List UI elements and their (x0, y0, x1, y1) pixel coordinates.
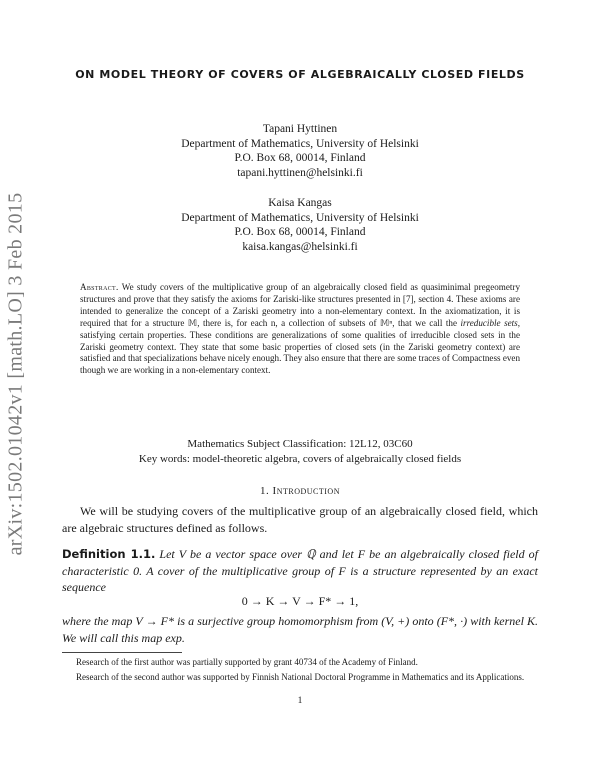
author-name: Tapani Hyttinen (262, 123, 338, 135)
author-block-1 (80, 122, 520, 180)
footnotes (62, 655, 538, 684)
definition-continuation: where the map V → F* is a surjective group homomorphism from (V, +) onto (F*, ·) with kernel K. We will call this map exp. (62, 614, 538, 645)
author-address: P.O. Box 68, 00014, Finland (234, 226, 366, 238)
author-department: Department of Mathematics, University of Helsinki (181, 137, 419, 150)
author-block-2 (80, 196, 520, 254)
abstract-emphasis: irreducible sets (460, 317, 518, 328)
footnote-2: Research of the second author was supported by Finnish National Doctoral Programme in Mathematics and its Applications. (76, 671, 525, 682)
abstract-text: We study covers of the multiplicative group of an algebraically closed field as quasiminimal pregeometry structures and prove that they satisfy the axioms for Zariski-like structures presented in [7], section 4. These axioms are intended to generalize the concept of a Zariski geometry into a non-elementary context. In the axiomatization, it is required that for a structure 𝕄, there is, for each n, a collection of subsets of 𝕄ⁿ, that we call the (80, 282, 521, 328)
exact-sequence: 0 → K → V → F* → 1, (241, 594, 359, 608)
author-name: Kaisa Kangas (268, 197, 332, 209)
section-number: 1. (260, 485, 270, 497)
author-address: P.O. Box 68, 00014, Finland (234, 152, 366, 164)
arxiv-identifier: arXiv:1502.01042v1 [math.LO] 3 Feb 2015 (4, 192, 27, 556)
msc-classification: Mathematics Subject Classification: 12L12, 03C60 (187, 438, 413, 450)
page-number: 1 (297, 696, 303, 706)
author-email[interactable]: kaisa.kangas@helsinki.fi (242, 240, 358, 253)
author-email[interactable]: tapani.hyttinen@helsinki.fi (237, 166, 363, 179)
arxiv-identifier-stamp (2, 184, 30, 564)
footnote-divider (62, 652, 182, 653)
section-title: Introduction (272, 485, 340, 497)
keywords: Key words: model-theoretic algebra, covers of algebraically closed fields (138, 453, 462, 465)
paper-title: ON MODEL THEORY OF COVERS OF ALGEBRAICALLY CLOSED FIELDS (75, 68, 525, 81)
section-heading (80, 485, 520, 497)
author-department: Department of Mathematics, University of Helsinki (181, 211, 419, 224)
definition-text: Let V be a vector space over ℚ and let F be an algebraically closed field of characteristic 0. A cover of the multiplicative group of F is a structure represented by an exact sequence (62, 547, 538, 594)
intro-paragraph: We will be studying covers of the multiplicative group of an algebraically closed field, which are algebraic structures defined as follows. (62, 504, 538, 535)
classification-block (80, 437, 520, 467)
definition-block (62, 546, 538, 596)
definition-label: Definition 1.1. (62, 547, 156, 561)
abstract (80, 282, 520, 377)
abstract-text-continued: , satisfying certain properties. These conditions are generalizations of some qualities of irreducible closed sets in the Zariski geometry context. They state that some basic properties of closed sets (in the Zariski geometry context) are satisfied and that specializations behave nicely enough. They also ensure that there are some traces of Compactness even though we are working in a non-elementary context. (80, 317, 520, 376)
footnote-1: Research of the first author was partially supported by grant 40734 of the Academy of Finland. (76, 657, 418, 667)
abstract-label: Abstract. (80, 282, 119, 292)
